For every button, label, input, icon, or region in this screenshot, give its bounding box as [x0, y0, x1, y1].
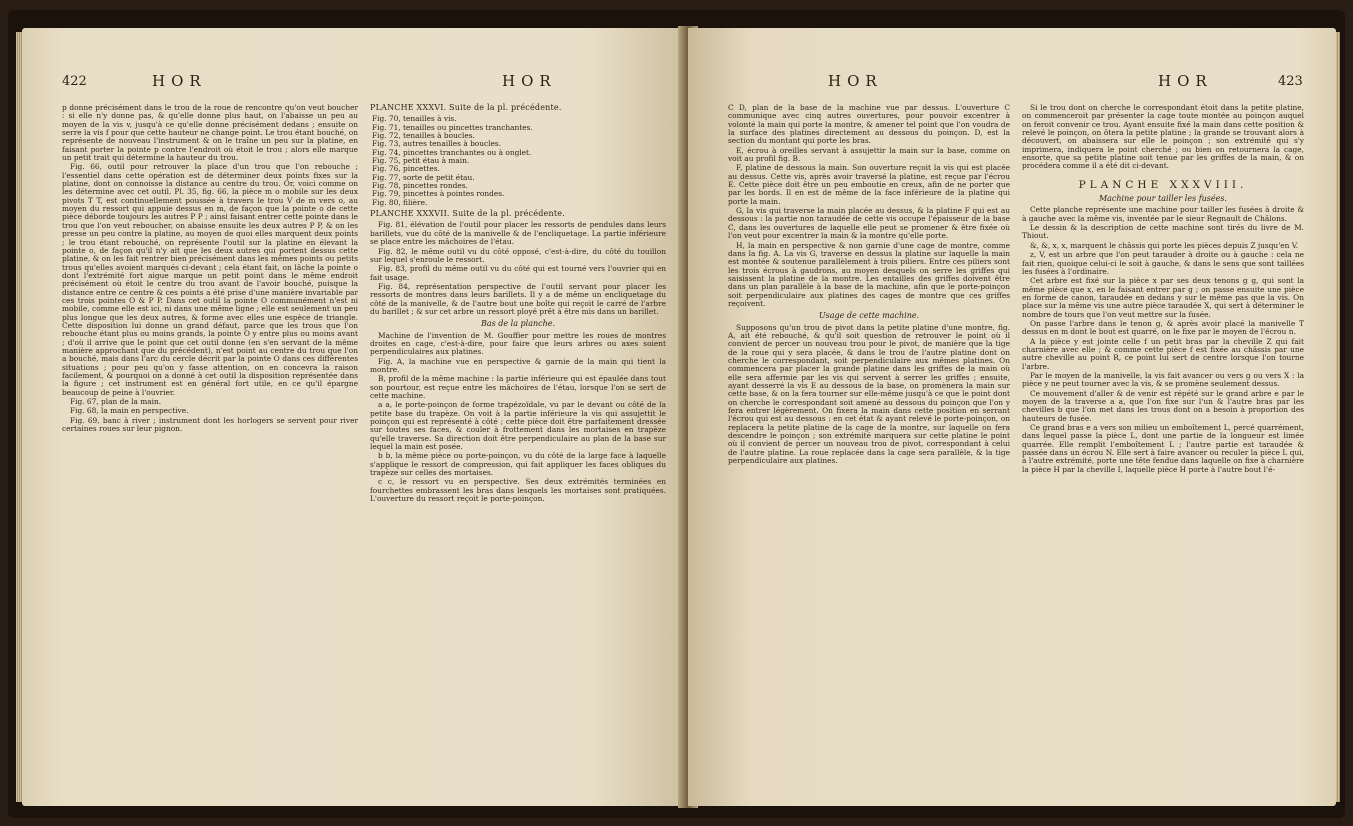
left-column-1 — [62, 104, 358, 434]
book-spread — [8, 10, 1345, 818]
paragraph: &, &, x, x, marquent le châssis qui porte les pièces depuis Z jusqu'en V. — [1030, 240, 1299, 250]
paragraph: Fig. 68, la main en perspective. — [70, 406, 189, 416]
page-number-left: 422 — [62, 74, 87, 89]
plate-heading: PLANCHE XXXVIII. — [1078, 178, 1248, 191]
paragraph: Fig. 83, profil du même outil vu du côté qui est tourné vers l'ouvrier qui en fait usage. — [370, 264, 666, 282]
paragraph: Ce mouvement d'aller & de venir est répété sur le grand arbre e par le moyen de la traverse a a, que l'on fixe sur l'un & l'autre bras par les chevilles b que l'on met dans les trous dont on a besoin à proportion des hauteurs de fusée. — [1022, 388, 1304, 423]
paragraph: p donne précisément dans le trou de la roue de rencontre qu'on veut boucher : si elle n'y donne pas, & qu'elle donne plus haut, on l'abaisse un peu au moyen de la vis v, jusqu'à ce qu'elle donne précisément dedans ; ensuite on serre la vis f pour que cette hauteur ne change point. Le trou étant bouché, on représente de nouveau l'instrument & on le traîne un peu sur la platine, en faisant porter la pointe p contre l'endroit où étoit le trou ; alors elle marque un petit trait qui détermine la hauteur du trou. — [62, 103, 358, 163]
right-page — [688, 28, 1336, 806]
figure-item: Fig. 70, tenailles à vis. — [372, 114, 457, 124]
paragraph: Fig. 81, élévation de l'outil pour placer les ressorts de pendules dans leurs barillets, vue du côté de la manivelle & de l'encliquetage. La partie inférieure se place entre les mâchoires de l'étau. — [370, 220, 666, 247]
section-subheading: Usage de cette machine. — [818, 311, 920, 321]
paragraph: A la pièce y est jointe celle f un petit bras par la cheville Z qui fait charnière avec elle ; & comme cette pièce f est fixée au châssis par une autre cheville au point R, ce point lui sert de centre lorsque l'on tourne l'arbre. — [1022, 336, 1304, 371]
paragraph: G, la vis qui traverse la main placée au dessus, & la platine F qui est au dessous : la partie non taraudée de cette vis occupe l'épaisseur de la base C, dans les ouvertures de laquelle elle peut se promener & être fixée où l'on veut pour excentrer la main & la montre qu'elle porte. — [728, 206, 1010, 241]
figure-item: Fig. 72, tenailles à boucles. — [372, 131, 475, 141]
paragraph: Si le trou dont on cherche le correspondant étoit dans la petite platine, on commenceroit par présenter la cage toute montée au poinçon auquel on feroit convenir ce trou. Ayant ensuite fixé la main dans cette position & relevé le poinçon, on ôtera la petite platine ; la grande se trouvant alors à découvert, on abaissera sur elle le poinçon ; son extrémité qui s'y imprimera, indiquera le point cherché ; ou bien on retournera la cage, ensorte, que sa petite platine soit tenue par les griffes de la main, & on procédera comme il a été dit ci-devant. — [1022, 103, 1304, 171]
paragraph: On passe l'arbre dans le tenon g, & après avoir placé la manivelle T dessus en m dont le bout est quarré, on le fixe par le moyen de l'écrou n. — [1022, 318, 1304, 337]
figure-item: Fig. 74, pincettes tranchantes ou à onglet. — [372, 147, 532, 157]
paragraph: Par le moyen de la manivelle, la vis fait avancer ou vers g ou vers X : la pièce y ne peut tourner avec la vis, & se promène seulement dessus. — [1022, 370, 1304, 389]
paragraph: Fig. 69, banc à river ; instrument dont les horlogers se servent pour river certaines roues sur leur pignon. — [62, 415, 358, 434]
left-column-2 — [370, 104, 666, 504]
figure-item: Fig. 78, pincettes rondes. — [372, 181, 468, 191]
running-head-left-2: HOR — [502, 72, 557, 90]
figure-item: Fig. 76, pincettes. — [372, 164, 440, 174]
plate-heading: PLANCHE XXXVI. Suite de la pl. précédente. — [370, 103, 562, 112]
paragraph: Fig. 66, outil pour retrouver la place d'un trou que l'on rebouche ; l'essentiel dans cette opération est de déterminer deux points fixes sur la platine, dont on connoisse la distance au centre du trou. Or, voici comme on les détermine avec cet outil. Pl. 35, fig. 66, la pièce m o mobile sur les deux pivots T T, est continuellement poussée à travers le trou V de m vers o, au moyen du ressort qui appuie dessus en m, de façon que la pointe o de cette pièce déborde toujours les autres P P ; ainsi faisant entrer cette pointe dans le trou que l'on veut reboucher, on abaisse ensuite les deux autres P P, & on les presse un peu contre la platine, au moyen de quoi elles marquent deux points ; le trou étant rebouché, on représente l'outil sur la platine en élevant la pointe o, de façon qu'il n'y ait que les deux autres qui portent dessus cette platine, & on les fait rentrer bien précisément dans les mêmes points ou petits trous qu'elles avoient marqués ci-devant ; cela étant fait, on lâche la pointe o dont l'extrémité fort aigue marque un petit point dans le même endroit précisément où étoit le centre du trou avant de l'avoir bouché, puisque la distance entre ce centre & ces points a été prise d'une manière invariable par ces trois pointes O & P P. Dans cet outil la pointe O communément n'est ni mobile, comme elle est ici, ni dans une même ligne ; elle est seulement un peu plus longue que les deux autres, & forme avec elles une espèce de triangle. Cette disposition lui donne un grand défaut, parce que les trous que l'on rebouche étant plus ou moins grands, la pointe O y entre plus ou moins avant ; d'où il arrive que le point que cet outil donne (en s'en servant de la même manière approchant que du précédent), n'est point au centre du trou que l'on a bouché, mais dans l'arc du cercle décrit par la pointe O dans ces différentes situations ; pour peu qu'on y fasse attention, on en concevra la raison facilement, & pourquoi on a donné à cet outil la disposition représentée dans la figure ; cet instrument est en général fort utile, en ce qu'il épargne beaucoup de peine à l'ouvrier. — [62, 162, 358, 397]
running-head-right-2: HOR — [1158, 72, 1213, 90]
paragraph: a a, le porte-poinçon de forme trapézoïdale, vu par le devant ou côté de la petite base du trapèze. On voit à la partie inférieure la vis qui assujettit le poinçon qui est représenté à côté ; cette pièce doit être parfaitement dressée sur toutes ses faces, & couler à frottement dans les mortaises en trapèze qu'elle traverse. Sa direction doit être perpendiculaire au plan de la base sur lequel la main est posée. — [370, 400, 666, 452]
paragraph: Fig. A, la machine vue en perspective & garnie de la main qui tient la montre. — [370, 356, 666, 374]
figure-item: Fig. 77, sorte de petit étau. — [372, 172, 475, 182]
paragraph: Ce grand bras e a vers son milieu un emboîtement L, percé quarrément, dans lequel passe la pièce L, dont une partie de la longueur est limée quarrée. Elle remplit l'emboîtement L ; l'autre partie est taraudée & passée dans un écrou N. Elle sert à faire avancer ou reculer la pièce L qui, à l'autre extrémité, porte une tête fendue dans laquelle on fixe à charnière la pièce H par la cheville I, laquelle pièce H porte à l'autre bout l'é- — [1022, 423, 1304, 474]
figure-item: Fig. 71, tenailles ou pincettes tranchantes. — [372, 122, 533, 132]
paragraph: c c, le ressort vu en perspective. Ses deux extrémités terminées en fourchettes embrassent les bras dans lesquels les mortaises sont pratiquées. L'ouverture du ressort reçoit le porte-poinçon. — [370, 477, 666, 504]
paragraph: Le dessin & la description de cette machine sont tirés du livre de M. Thiout. — [1022, 223, 1304, 241]
paragraph: C D, plan de la base de la machine vue par dessus. L'ouverture C communique avec cinq autres ouvertures, pour pouvoir excentrer à volonté la main qui porte la montre, & amener tel point que l'on voudra de la surface des platines directement au dessous du poinçon. D, est la section du montant qui porte les bras. — [728, 103, 1010, 146]
paragraph: B, profil de la même machine : la partie inférieure qui est épaulée dans tout son pourtour, est reçue entre les mâchoires de l'étau, lorsque l'on se sert de cette machine. — [370, 374, 666, 400]
paragraph: E, écrou à oreilles servant à assujettir la main sur la base, comme on voit au profil fig. B. — [728, 145, 1010, 164]
paragraph: Supposons qu'un trou de pivot dans la petite platine d'une montre, fig. A, ait été rebouché, & qu'il soit question de retrouver le point où il convient de percer un nouveau trou pour le pivot, de manière que la tige de la roue qui y sera placée, & dans le trou de l'autre platine dont on cherche le correspondant, soit perpendiculaire aux mêmes platines. On commencera par placer la grande platine dans les griffes de la main où elle sera affermie par les vis qui servent à serrer les griffes ; ensuite, ayant desserré la vis E au dessous de la base, on promènera la main sur cette base, & on la fera tourner sur elle-même jusqu'à ce que le point dont on cherche le correspondant soit amené au dessous du poinçon que l'on y fera entrer légèrement. On fixera la main dans cette position en serrant l'écrou qui est au dessous : en cet état & ayant relevé le porte-poinçon, on replacera la petite platine de la cage de la montre, sur laquelle on fera descendre le poinçon ; son extrémité marquera sur cette platine le point où il convient de percer un nouveau trou de pivot, correspondant à celui de l'autre platine. La roue replacée dans la cage sera parallèle, & la tige perpendiculaire aux platines. — [728, 322, 1010, 466]
figure-item: Fig. 79, pincettes à pointes rondes. — [372, 189, 505, 199]
paragraph: Fig. 84, représentation perspective de l'outil servant pour placer les ressorts de montres dans leurs barillets. Il y a de même un encliquetage du côté de la manivelle, & de l'autre bout une boîte qui reçoit le carré de l'arbre du barillet ; & sur cet arbre un ressort ployé prêt à être mis dans un barillet. — [370, 281, 666, 316]
running-head-right-1: HOR — [828, 72, 883, 90]
paragraph: Fig. 82, le même outil vu du côté opposé, c'est-à-dire, du côté du touillon sur lequel s'enroule le ressort. — [370, 246, 666, 264]
figure-item: Fig. 80, filière. — [372, 197, 428, 207]
section-subheading: Machine pour tailler les fusées. — [1098, 194, 1228, 204]
paragraph: Cette planche représente une machine pour tailler les fusées à droite & à gauche avec la même vis, inventée par le sieur Regnault de Châlons. — [1022, 205, 1304, 223]
running-head-left-1: HOR — [152, 72, 207, 90]
right-column-2 — [1022, 104, 1304, 475]
paragraph: z, V, est un arbre que l'on peut tarauder à droite ou à gauche : cela ne fait rien, quoique celui-ci le soit à gauche, & dans le sens que sont taillées les fusées à l'ordinaire. — [1022, 250, 1304, 276]
paragraph: F, platine de dessous la main. Son ouverture reçoit la vis qui est placée au dessus. Cette vis, après avoir traversé la platine, est reçue par l'écrou E. Cette pièce doit être un peu emboutie en creux, afin de ne porter que par les bords. Il en est de même de la face inférieure de la platine qui porte la main. — [728, 163, 1010, 206]
paragraph: Fig. 67, plan de la main. — [70, 397, 162, 407]
paragraph: b b, la même pièce ou porte-poinçon, vu du côté de la large face à laquelle s'applique le ressort de compression, qui fait appliquer les faces obliques du trapèze sur celles des mortaises. — [370, 451, 666, 478]
plate-heading: PLANCHE XXXVII. Suite de la pl. précédente. — [370, 209, 565, 219]
paragraph: H, la main en perspective & non garnie d'une cage de montre, comme dans la fig. A. La vis G, traverse en dessus la platine sur laquelle la main est montée & soutenue parallèlement à trois piliers. Entre ces piliers sont les trois écrous à gaudrons, au moyen desquels on serre les griffes qui saisissent la platine de la montre. Les entailles des griffes doivent être dans un plan parallèle à la base de la machine, afin que le porte-poinçon soit perpendiculaire aux platines des cages de montre que ces griffes reçoivent. — [728, 240, 1010, 308]
figure-item: Fig. 75, petit étau à main. — [372, 156, 470, 166]
paragraph: Machine de l'invention de M. Gouffier pour mettre les roues de montres droites en cage, c'est-à-dire, pour faire que leurs arbres ou axes soient perpendiculaires aux platines. — [370, 330, 666, 357]
left-page — [22, 28, 686, 806]
section-subheading: Bas de la planche. — [480, 319, 556, 329]
figure-item: Fig. 73, autres tenailles à boucles. — [372, 139, 502, 149]
right-column-1 — [728, 104, 1010, 466]
page-number-right: 423 — [1278, 74, 1303, 89]
paragraph: Cet arbre est fixé sur la pièce x par ses deux tenons g g, qui sont la même pièce que x, en le faisant entrer par g ; on passe ensuite une pièce en forme de canon, taraudée en dedans y sur le même pas que la vis. On place sur la même vis une autre pièce taraudée X, qui sert à déterminer le nombre de tours que l'on veut mettre sur la fusée. — [1022, 276, 1304, 319]
